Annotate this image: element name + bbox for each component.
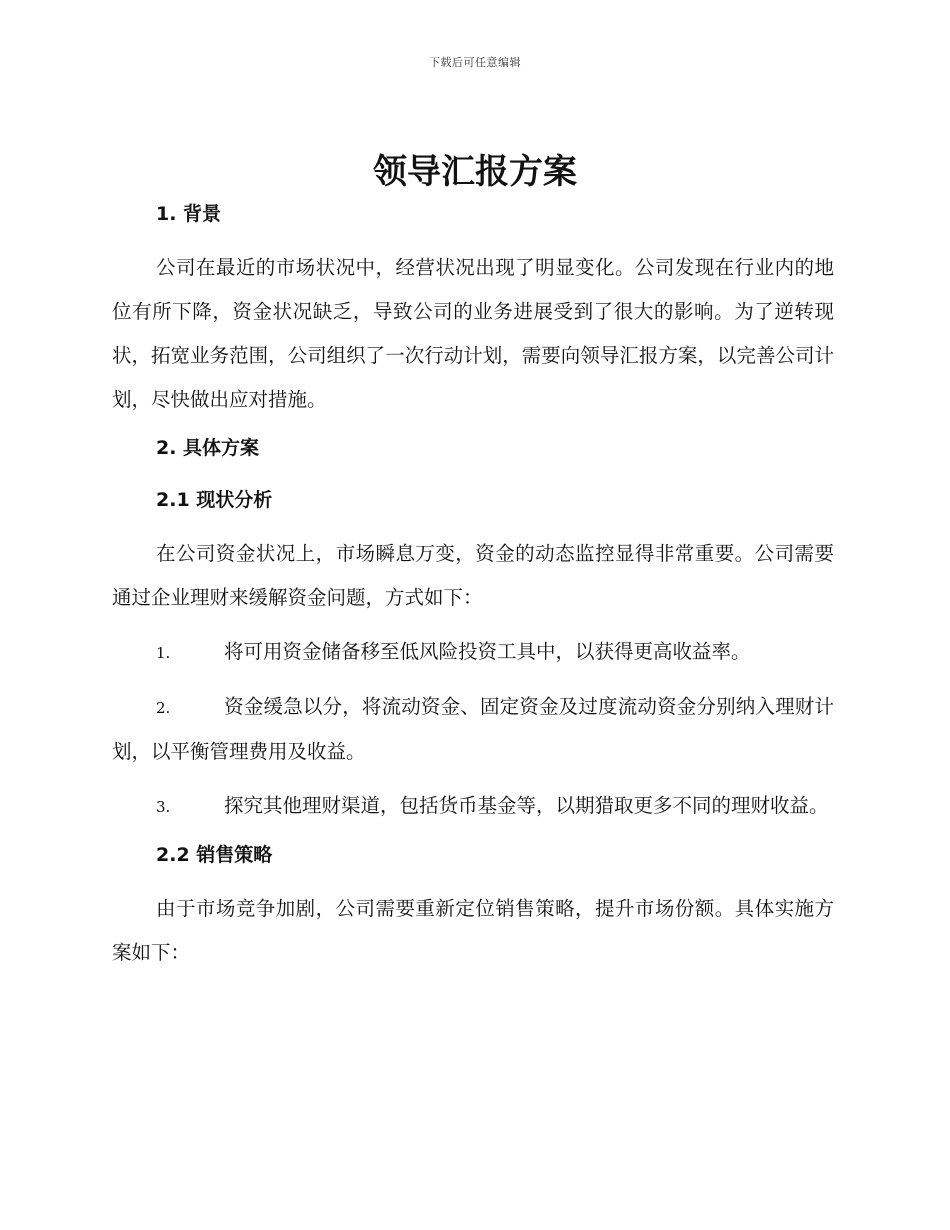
list-item bbox=[112, 784, 834, 829]
list-item-number: 2. bbox=[156, 699, 171, 717]
list-item-text: 资金缓急以分，将流动资金、固定资金及过度流动资金分别纳入理财计划，以平衡管理费用及收益。 bbox=[112, 695, 834, 763]
sales-strategy-paragraph: 由于市场竞争加剧，公司需要重新定位销售策略，提升市场份额。具体实施方案如下： bbox=[112, 897, 834, 964]
list-item bbox=[112, 630, 834, 675]
section-heading-sales-strategy: 2.2 销售策略 bbox=[156, 844, 273, 866]
list-item bbox=[112, 685, 834, 774]
list-item-number: 1. bbox=[156, 644, 171, 662]
list-item-text: 将可用资金储备移至低风险投资工具中，以获得更高收益率。 bbox=[224, 640, 751, 663]
status-analysis-paragraph: 在公司资金状况上，市场瞬息万变，资金的动态监控显得非常重要。公司需要通过企业理财来缓解资金问题，方式如下： bbox=[112, 542, 834, 609]
list-item-number: 3. bbox=[156, 798, 171, 816]
document-body bbox=[112, 200, 834, 975]
document-title: 领导汇报方案 bbox=[373, 152, 577, 192]
background-paragraph: 公司在最近的市场状况中，经营状况出现了明显变化。公司发现在行业内的地位有所下降，资金状况缺乏，导致公司的业务进展受到了很大的影响。为了逆转现状，拓宽业务范围，公司组织了一次行动计划，需要向领导汇报方案，以完善公司计划，尽快做出应对措施。 bbox=[112, 256, 834, 411]
list-item-text: 探究其他理财渠道，包括货币基金等，以期猎取更多不同的理财收益。 bbox=[224, 794, 829, 817]
section-heading-background: 1. 背景 bbox=[156, 203, 222, 225]
section-heading-status-analysis: 2.1 现状分析 bbox=[156, 489, 273, 511]
section-heading-plan: 2. 具体方案 bbox=[156, 437, 260, 459]
page-header-note: 下载后可任意编辑 bbox=[429, 56, 521, 69]
